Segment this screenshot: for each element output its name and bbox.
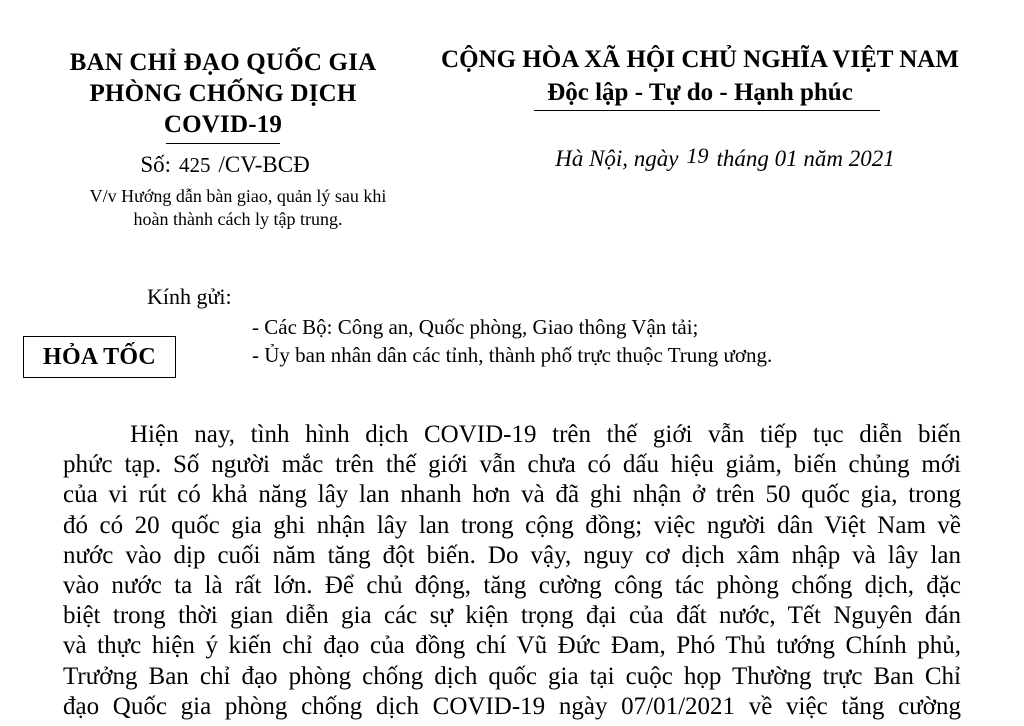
issuer-name-line-2: PHÒNG CHỐNG DỊCH: [89, 80, 357, 107]
body-line: phức tạp. Số người mắc trên thế giới vẫn chưa có dấu hiệu giảm, biến chủng mới: [63, 451, 961, 479]
issuer-underline: [166, 143, 280, 144]
body-line: Hiện nay, tình hình dịch COVID-19 trên thế giới vẫn tiếp tục diễn biến: [130, 421, 961, 448]
body-line: của vi rút có khả năng lây lan nhanh hơn và đã ghi nhận ở trên 50 quốc gia, trong: [63, 481, 961, 509]
subject-line-1: V/v Hướng dẫn bàn giao, quản lý sau khi: [89, 186, 387, 206]
body-line: và thực hiện ý kiến chỉ đạo của đồng chí Vũ Đức Đam, Phó Thủ tướng Chính phủ,: [63, 632, 961, 660]
body-line: Trưởng Ban chỉ đạo phòng chống dịch quốc gia tại cuộc họp Thường trực Ban Chỉ: [63, 662, 961, 690]
recipient-item: - Ủy ban nhân dân các tỉnh, thành phố trực thuộc Trung ương.: [252, 343, 773, 367]
urgency-stamp-label: HỎA TỐC: [42, 343, 157, 370]
nation-title: CỘNG HÒA XÃ HỘI CHỦ NGHĨA VIỆT NAM: [441, 46, 959, 73]
issue-date-day: 19: [686, 143, 709, 168]
document-number-suffix: /CV-BCĐ: [218, 152, 310, 177]
issue-date-prefix: Hà Nội, ngày: [555, 146, 679, 171]
subject-line-2: hoàn thành cách ly tập trung.: [133, 209, 343, 229]
body-line: vào nước ta là rất lớn. Để chủ động, tăng cường công tác phòng chống dịch, đặc: [63, 571, 961, 599]
body-line: đó có 20 quốc gia ghi nhận lây lan trong cộng đồng; việc người dân Việt Nam về: [63, 511, 961, 539]
salutation-label: Kính gửi:: [147, 284, 232, 309]
document-number-prefix: Số:: [140, 152, 171, 177]
body-line: nước vào dịp cuối năm tăng đột biến. Do vậy, nguy cơ dịch xâm nhập và lây lan: [63, 541, 961, 569]
issuer-name-line-1: BAN CHỈ ĐẠO QUỐC GIA: [69, 49, 377, 76]
urgency-stamp: [23, 336, 176, 378]
issuer-name-line-3: COVID-19: [163, 111, 283, 138]
nation-motto: Độc lập - Tự do - Hạnh phúc: [547, 79, 853, 106]
issue-date: [500, 144, 950, 174]
motto-underline: [534, 110, 880, 111]
body-line: đạo Quốc gia phòng chống dịch COVID-19 ngày 07/01/2021 về việc tăng cường: [63, 692, 961, 720]
document-number: [60, 150, 390, 180]
body-paragraph: [63, 420, 961, 722]
body-line: biệt trong thời gian diễn gia các sự kiện trọng đại của đất nước, Tết Nguyên đán: [63, 602, 961, 630]
recipient-item: - Các Bộ: Công an, Quốc phòng, Giao thông Vận tải;: [252, 315, 699, 339]
document-number-value: 425: [179, 153, 211, 177]
issue-date-suffix: tháng 01 năm 2021: [716, 146, 895, 171]
